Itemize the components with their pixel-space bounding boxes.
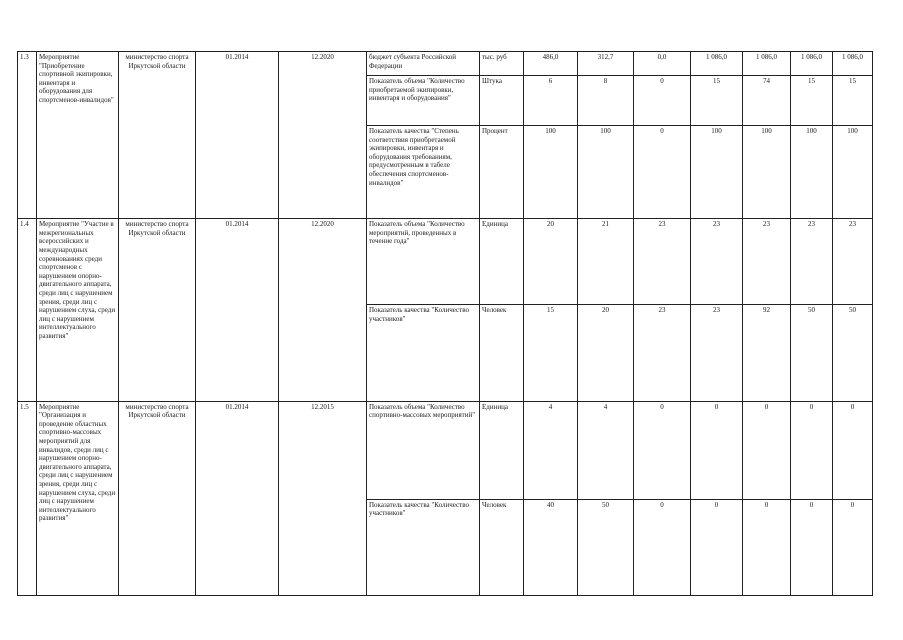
indicator-name: Показатель качества "Количество участников": [367, 305, 480, 401]
value-cell: 1 086,0: [791, 52, 833, 76]
row-number: 1.5: [18, 401, 37, 595]
event-name: Мероприятие "Приобретение спортивной экипировки, инвентаря и оборудования для спортсменов-инвалидов": [37, 52, 119, 219]
unit: Человек: [480, 499, 524, 595]
value-cell: 23: [691, 219, 743, 305]
value-cell: 23: [791, 219, 833, 305]
indicator-name: Показатель качества "Степень соответствия приобретаемой экипировки, инвентаря и оборудования требованиям, предусмотренным в табеле обеспечения спортсменов-инвалидов": [367, 126, 480, 219]
value-cell: 23: [634, 305, 691, 401]
value-cell: 0: [634, 499, 691, 595]
value-cell: 0: [791, 401, 833, 499]
executor: министерство спорта Иркутской области: [119, 401, 196, 595]
value-cell: 23: [691, 305, 743, 401]
value-cell: 50: [578, 499, 634, 595]
value-cell: 0: [833, 499, 873, 595]
unit: Процент: [480, 126, 524, 219]
value-cell: 1 086,0: [691, 52, 743, 76]
value-cell: 4: [578, 401, 634, 499]
value-cell: 100: [524, 126, 578, 219]
indicator-name: Показатель объема "Количество приобретаемой экипировки, инвентаря и оборудования": [367, 76, 480, 126]
start-date: 01.2014: [196, 219, 279, 401]
executor: министерство спорта Иркутской области: [119, 52, 196, 219]
value-cell: 1 086,0: [743, 52, 791, 76]
value-cell: 23: [634, 219, 691, 305]
value-cell: 23: [743, 219, 791, 305]
value-cell: 4: [524, 401, 578, 499]
value-cell: 15: [791, 76, 833, 126]
value-cell: 74: [743, 76, 791, 126]
unit: Человек: [480, 305, 524, 401]
value-cell: 100: [833, 126, 873, 219]
event-name: Мероприятие "Участие в межрегиональных всероссийских и международных соревнованиях среди спортсменов с нарушением опорно-двигательного аппарата, среди лиц с нарушением зрения, среди лиц с нарушением слуха, среди лиц с нарушением интеллектуального развития": [37, 219, 119, 401]
start-date: 01.2014: [196, 52, 279, 219]
value-cell: 0: [691, 499, 743, 595]
value-cell: 100: [691, 126, 743, 219]
unit: Единица: [480, 219, 524, 305]
value-cell: 100: [578, 126, 634, 219]
value-cell: 15: [524, 305, 578, 401]
value-cell: 50: [791, 305, 833, 401]
value-cell: 0: [743, 499, 791, 595]
value-cell: 0: [691, 401, 743, 499]
value-cell: 15: [691, 76, 743, 126]
event-name: Мероприятие "Организация и проведение областных спортивно-массовых мероприятий для инвалидов, среди лиц с нарушением опорно-двигательного аппарата, среди лиц с нарушением зрения, среди лиц с нарушением слуха, среди лиц с нарушением интеллектуального развития": [37, 401, 119, 595]
value-cell: 40: [524, 499, 578, 595]
table-row: [18, 219, 873, 305]
indicator-name: бюджет субъекта Российской Федерации: [367, 52, 480, 76]
value-cell: 0: [743, 401, 791, 499]
value-cell: 100: [791, 126, 833, 219]
unit: тыс. руб: [480, 52, 524, 76]
value-cell: 92: [743, 305, 791, 401]
value-cell: 312,7: [578, 52, 634, 76]
end-date: 12.2015: [279, 401, 367, 595]
row-number: 1.3: [18, 52, 37, 219]
value-cell: 21: [578, 219, 634, 305]
indicator-name: Показатель качества "Количество участников": [367, 499, 480, 595]
value-cell: 0: [833, 401, 873, 499]
value-cell: 20: [524, 219, 578, 305]
value-cell: 0: [634, 126, 691, 219]
value-cell: 0: [634, 76, 691, 126]
indicator-name: Показатель объема "Количество мероприятий, проведенных в течение года": [367, 219, 480, 305]
unit: Штука: [480, 76, 524, 126]
value-cell: 100: [743, 126, 791, 219]
unit: Единица: [480, 401, 524, 499]
executor: министерство спорта Иркутской области: [119, 219, 196, 401]
value-cell: 0,0: [634, 52, 691, 76]
value-cell: 1 086,0: [833, 52, 873, 76]
end-date: 12.2020: [279, 219, 367, 401]
indicator-name: Показатель объема "Количество спортивно-массовых мероприятий": [367, 401, 480, 499]
value-cell: 50: [833, 305, 873, 401]
row-number: 1.4: [18, 219, 37, 401]
start-date: 01.2014: [196, 401, 279, 595]
value-cell: 0: [634, 401, 691, 499]
end-date: 12.2020: [279, 52, 367, 219]
value-cell: 23: [833, 219, 873, 305]
value-cell: 15: [833, 76, 873, 126]
table-row: [18, 401, 873, 499]
value-cell: 8: [578, 76, 634, 126]
table-row: [18, 52, 873, 76]
value-cell: 6: [524, 76, 578, 126]
value-cell: 0: [791, 499, 833, 595]
value-cell: 20: [578, 305, 634, 401]
program-table: [17, 51, 873, 596]
value-cell: 486,0: [524, 52, 578, 76]
